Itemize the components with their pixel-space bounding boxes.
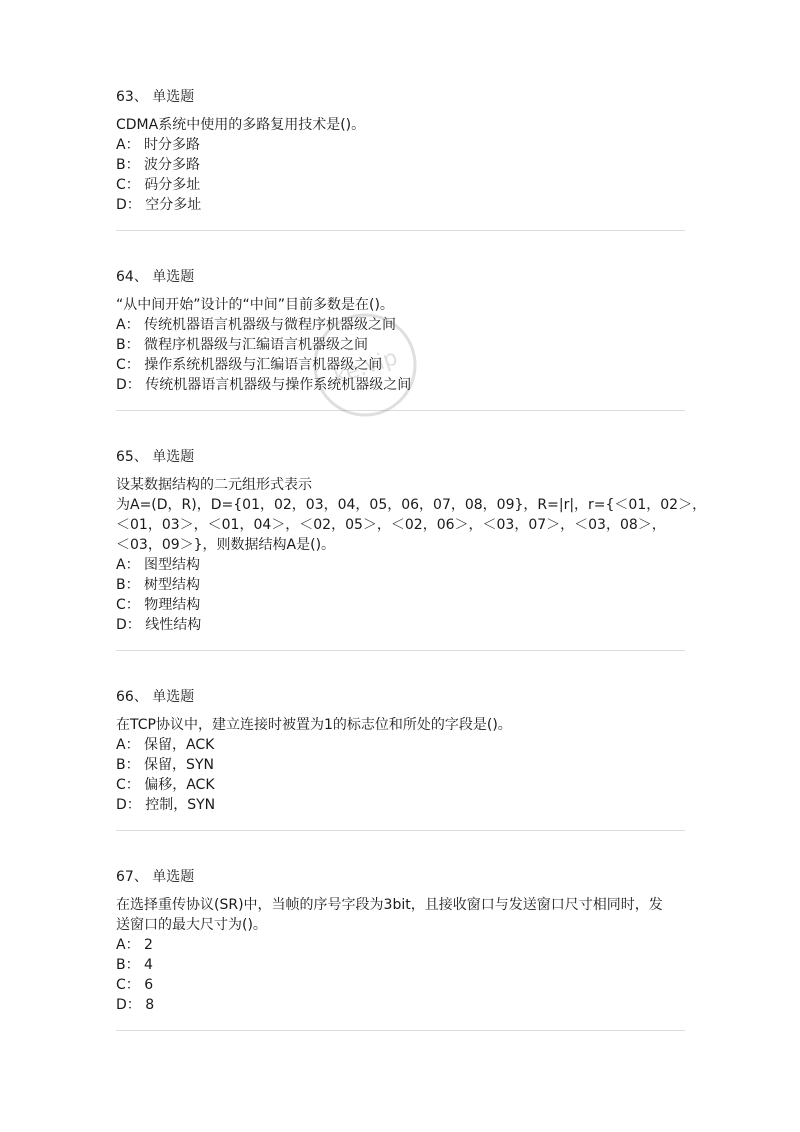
option-b: B： 树型结构 xyxy=(116,577,201,593)
option-b: B： 4 xyxy=(116,957,153,973)
stem-line: 为A=(D，R)，D={01，02，03，04，05，06，07，08，09}，R=|r|，r={＜01，02＞， xyxy=(116,497,707,513)
option-c: C： 操作系统机器级与汇编语言机器级之间 xyxy=(116,357,383,373)
option-b: B： 保留，SYN xyxy=(116,757,214,773)
question-63 xyxy=(116,87,686,215)
divider xyxy=(116,230,685,231)
question-64 xyxy=(116,267,686,395)
question-header: 63、 单选题 xyxy=(116,89,195,105)
divider xyxy=(116,650,685,651)
question-stem xyxy=(116,715,686,735)
question-header: 65、 单选题 xyxy=(116,449,195,465)
option-d: D： 传统机器语言机器级与操作系统机器级之间 xyxy=(116,377,412,393)
question-header: 66、 单选题 xyxy=(116,689,195,705)
option-a: A： 2 xyxy=(116,937,153,953)
question-stem xyxy=(116,115,686,135)
stem-line: 在TCP协议中，建立连接时被置为1的标志位和所处的字段是()。 xyxy=(116,717,512,733)
question-stem xyxy=(116,895,686,935)
option-a: A： 时分多路 xyxy=(116,137,201,153)
option-b: B： 波分多路 xyxy=(116,157,201,173)
option-d: D： 线性结构 xyxy=(116,617,202,633)
stem-line: 设某数据结构的二元组形式表示 xyxy=(116,477,312,493)
option-a: A： 传统机器语言机器级与微程序机器级之间 xyxy=(116,317,397,333)
option-a: A： 图型结构 xyxy=(116,557,201,573)
option-d: D： 空分多址 xyxy=(116,197,202,213)
stem-line: ＜01，03＞，＜01，04＞，＜02，05＞，＜02，06＞，＜03，07＞，＜03，08＞， xyxy=(116,517,666,533)
question-stem xyxy=(116,475,707,555)
divider xyxy=(116,1030,685,1031)
question-header: 64、 单选题 xyxy=(116,269,195,285)
stem-line: ＜03，09＞}，则数据结构A是()。 xyxy=(116,537,336,553)
option-c: C： 物理结构 xyxy=(116,597,201,613)
option-d: D： 8 xyxy=(116,997,155,1013)
option-a: A： 保留，ACK xyxy=(116,737,215,753)
stem-line: “从中间开始”设计的“中间”目前多数是在()。 xyxy=(116,297,394,313)
divider xyxy=(116,410,685,411)
option-d: D： 控制，SYN xyxy=(116,797,216,813)
watermark-text: ke.vip xyxy=(330,345,401,390)
option-b: B： 微程序机器级与汇编语言机器级之间 xyxy=(116,337,369,353)
option-c: C： 偏移，ACK xyxy=(116,777,215,793)
question-65 xyxy=(116,447,707,635)
divider xyxy=(116,830,685,831)
stem-line: 送窗口的最大尺寸为()。 xyxy=(116,917,267,933)
question-66 xyxy=(116,687,686,815)
stem-line: CDMA系统中使用的多路复用技术是()。 xyxy=(116,117,366,133)
question-67 xyxy=(116,867,686,1015)
option-c: C： 6 xyxy=(116,977,154,993)
option-c: C： 码分多址 xyxy=(116,177,201,193)
question-header: 67、 单选题 xyxy=(116,869,195,885)
stem-line: 在选择重传协议(SR)中，当帧的序号字段为3bit，且接收窗口与发送窗口尺寸相同时，发 xyxy=(116,897,663,913)
question-stem xyxy=(116,295,686,315)
